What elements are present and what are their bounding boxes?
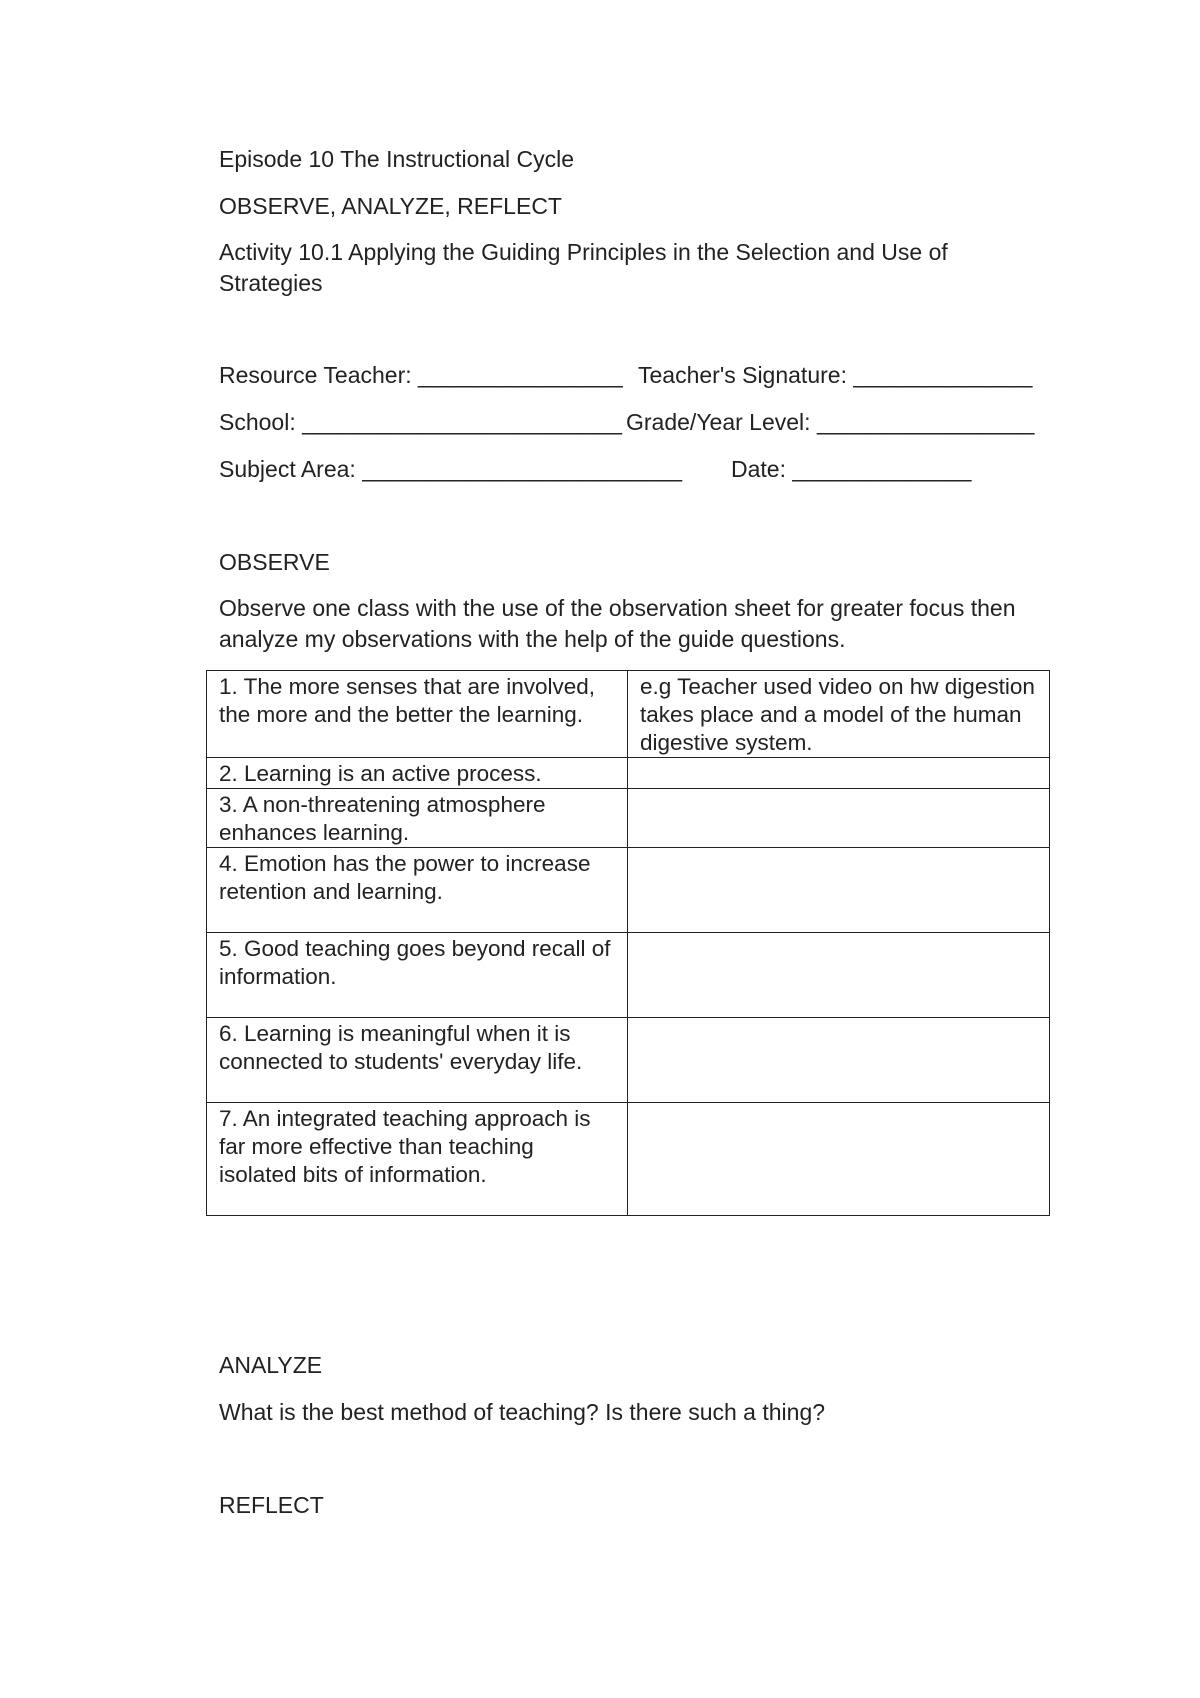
analyze-question: What is the best method of teaching? Is there such a thing? <box>219 1399 826 1425</box>
date-field[interactable]: Date: ______________ <box>731 456 972 482</box>
observation-cell[interactable] <box>628 1018 1050 1103</box>
principle-cell: 3. A non-threatening atmosphere enhances learning. <box>207 789 628 848</box>
observation-table <box>206 670 1050 1216</box>
teacher-signature-field[interactable]: Teacher's Signature: ______________ <box>638 362 1033 388</box>
activity-title: Activity 10.1 Applying the Guiding Principles in the Selection and Use of Strategies <box>219 239 948 296</box>
grade-level-field[interactable]: Grade/Year Level: _________________ <box>626 409 1035 435</box>
observation-cell[interactable] <box>628 1103 1050 1216</box>
principle-cell: 7. An integrated teaching approach is far more effective than teaching isolated bits of information. <box>207 1103 628 1216</box>
school-field[interactable]: School: _________________________ <box>219 409 622 435</box>
principle-cell: 2. Learning is an active process. <box>207 758 628 789</box>
observation-cell[interactable] <box>628 789 1050 848</box>
observation-cell[interactable] <box>628 848 1050 933</box>
table-row <box>207 671 1050 758</box>
table-row <box>207 933 1050 1018</box>
resource-teacher-field[interactable]: Resource Teacher: ________________ <box>219 362 623 388</box>
table-row <box>207 848 1050 933</box>
table-row <box>207 1103 1050 1216</box>
principle-cell: 4. Emotion has the power to increase retention and learning. <box>207 848 628 933</box>
episode-title: Episode 10 The Instructional Cycle <box>219 146 574 172</box>
phases-heading: OBSERVE, ANALYZE, REFLECT <box>219 193 562 219</box>
observation-cell[interactable] <box>628 933 1050 1018</box>
observation-cell[interactable] <box>628 758 1050 789</box>
observe-instructions: Observe one class with the use of the observation sheet for greater focus then analyze my observations with the help of the guide questions. <box>219 595 1016 652</box>
table-row <box>207 789 1050 848</box>
analyze-heading: ANALYZE <box>219 1352 323 1378</box>
observe-heading: OBSERVE <box>219 549 330 575</box>
observation-cell[interactable]: e.g Teacher used video on hw digestion takes place and a model of the human digestive system. <box>628 671 1050 758</box>
principle-cell: 5. Good teaching goes beyond recall of information. <box>207 933 628 1018</box>
principle-cell: 6. Learning is meaningful when it is connected to students' everyday life. <box>207 1018 628 1103</box>
principle-cell: 1. The more senses that are involved, the more and the better the learning. <box>207 671 628 758</box>
subject-area-field[interactable]: Subject Area: _________________________ <box>219 456 682 482</box>
table-row <box>207 758 1050 789</box>
table-row <box>207 1018 1050 1103</box>
reflect-heading: REFLECT <box>219 1492 324 1518</box>
